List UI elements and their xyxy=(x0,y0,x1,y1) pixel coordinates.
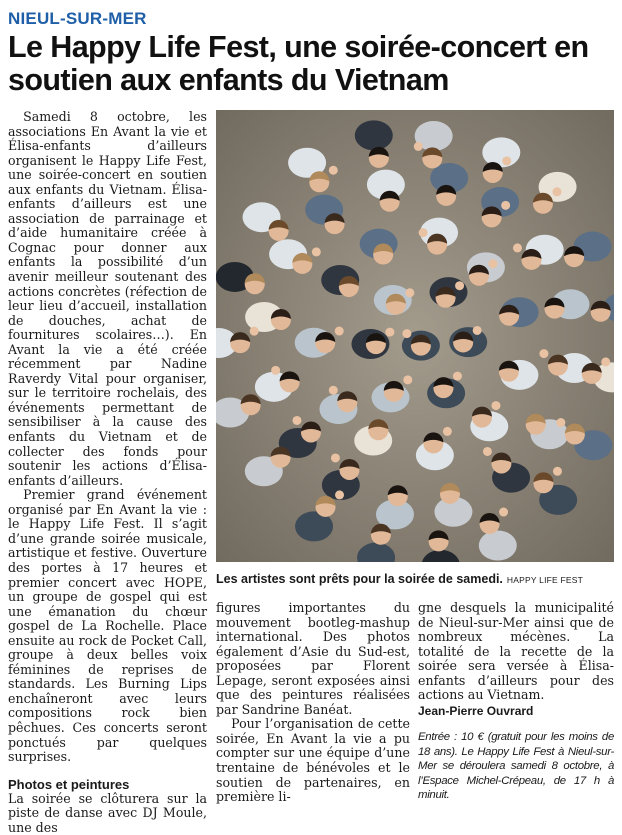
paragraph-1: Samedi 8 octobre, les associations En Avant la vie et Élisa-enfants d’ailleurs organisent le Happy Life Fest, une soirée-concert en soutien aux enfants du Vietnam. Élisa-enfants d’ailleurs est une association de parrainage et d’aide humanitaire créée à Cognac pour donner aux enfants la possibilité d’un avenir meilleur soutenant des actions concrètes (réfection de leur lieu d’accueil, installation de douches, achat de fournitures scolaires…). En Avant la vie a été créée récemment par Nadine Raverdy Vital pour organiser, sur le territoire rochelais, des événements permettant de sensibiliser à la cause des enfants du Vietnam et de collecter des fonds pour soutenir les actions d’Élisa-enfants d’ailleurs. xyxy=(8,109,207,488)
waving-hand xyxy=(331,453,340,462)
waving-hand xyxy=(335,490,344,499)
waving-hand xyxy=(292,416,301,425)
waving-hand xyxy=(499,508,508,517)
waving-hand xyxy=(488,259,497,268)
waving-hand xyxy=(250,327,259,336)
waving-hand xyxy=(329,166,338,175)
waving-hand xyxy=(601,357,610,366)
waving-hand xyxy=(271,366,280,375)
waving-hand xyxy=(501,201,510,210)
person-body xyxy=(482,137,520,167)
waving-hand xyxy=(502,156,511,165)
byline: Jean-Pierre Ouvrard xyxy=(418,703,534,718)
section-kicker: NIEUL-SUR-MER xyxy=(8,9,147,28)
group-photo xyxy=(216,110,614,562)
waving-hand xyxy=(483,447,492,456)
waving-hand xyxy=(491,401,500,410)
waving-hand xyxy=(539,349,548,358)
paragraph-4-start: Pour l’organisation de cette soirée, En Avant la vie a pu compter sur une équipe d’une trentaine de bénévoles et le soutien de partenaires, en première li- xyxy=(216,716,410,805)
waving-hand xyxy=(414,142,423,151)
person-body xyxy=(355,120,393,150)
waving-hand xyxy=(312,247,321,256)
waving-hand xyxy=(419,228,428,237)
waving-hand xyxy=(405,288,414,297)
waving-hand xyxy=(453,372,462,381)
group-photo-illustration xyxy=(216,110,614,562)
waving-hand xyxy=(385,328,394,337)
waving-hand xyxy=(552,187,561,196)
waving-hand xyxy=(556,418,565,427)
person-body xyxy=(479,531,517,561)
event-info: Entrée : 10 € (gratuit pour les moins de 18 ans). Le Happy Life Fest à Nieul-sur-Mer se déroulera samedi 8 octobre, à l’Espace Michel-Crépeau, de 17 h à minuit. xyxy=(418,731,614,802)
waving-hand xyxy=(403,375,412,384)
text-column-3 xyxy=(418,601,614,803)
paragraph-3-end: figures importantes du mouvement bootleg-mashup international. Des photos également d’Asie du Sud-est, proposées par Florent Lepage, seront exposées ainsi que des peintures réalisées par Sandrine Banéat. xyxy=(216,600,410,717)
waving-hand xyxy=(553,467,562,476)
waving-hand xyxy=(335,327,344,336)
text-column-2 xyxy=(216,601,410,805)
photo-caption xyxy=(216,570,614,588)
caption-text: Les artistes sont prêts pour la soirée de samedi. xyxy=(216,572,503,586)
text-column-1 xyxy=(8,110,207,835)
photo-credit: HAPPY LIFE FEST xyxy=(506,575,583,585)
waving-hand xyxy=(402,329,411,338)
headline: Le Happy Life Fest, une soirée-concert en soutien aux enfants du Vietnam xyxy=(8,30,589,97)
waving-hand xyxy=(513,243,522,252)
subhead: Photos et peintures xyxy=(8,776,130,792)
waving-hand xyxy=(455,281,464,290)
waving-hand xyxy=(329,386,338,395)
paragraph-3-start: La soirée se clôturera sur la piste de danse avec DJ Moule, une des xyxy=(8,790,207,835)
waving-hand xyxy=(443,427,452,436)
waving-hand xyxy=(473,326,482,335)
paragraph-2: Premier grand événement organisé par En Avant la vie : le Happy Life Fest. Il s’agit d’une grande soirée musicale, artistique et festive. Ouverture des portes à 17 heures et premier concert avec HOPE, un groupe de gospel qui est une émanation du chœur gospel de La Rochelle. Place ensuite au rock de Pocket Call, groupe à deux belles voix féminines de reprises de standards. Les Burning Lips enchaîneront avec leurs compositions rock bien pêchues. Ces concerts seront ponctués par quelques surprises. xyxy=(8,487,207,765)
paragraph-4-end: gne desquels la municipalité de Nieul-sur-Mer ainsi que de nombreux mécènes. La totalité de la recette de la soirée sera versée à Élisa-enfants d’ailleurs pour des actions au Vietnam. xyxy=(418,600,614,703)
